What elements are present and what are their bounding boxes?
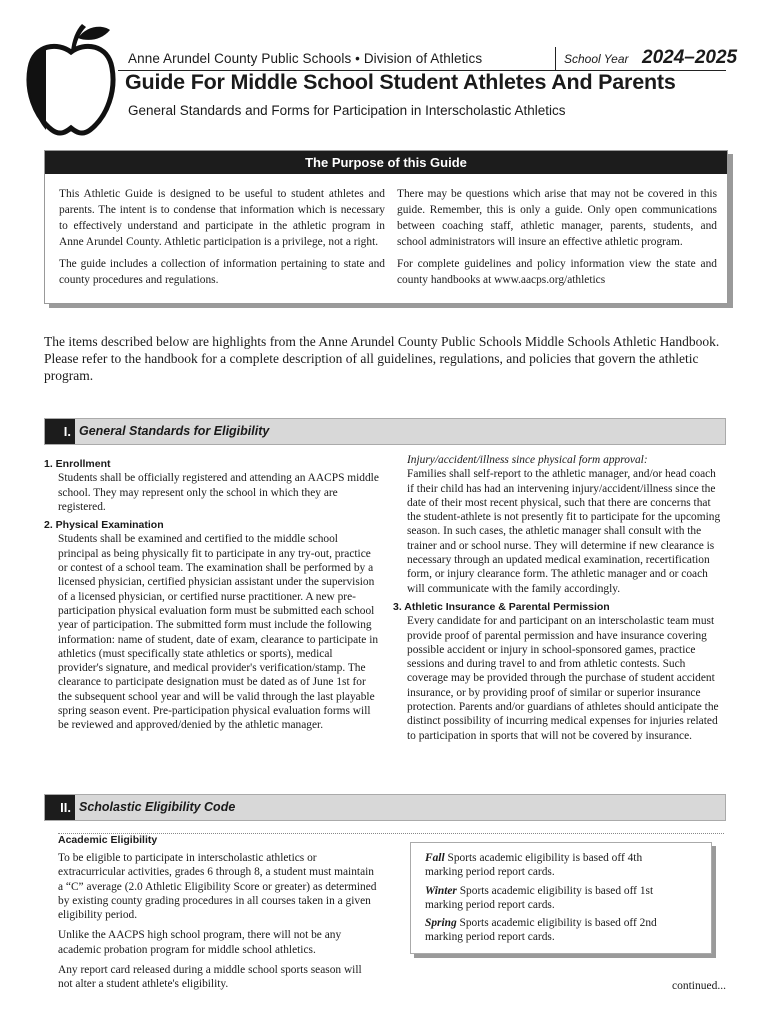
winter-eligibility xyxy=(425,884,675,913)
section-title: General Standards for Eligibility xyxy=(79,424,270,438)
injury-heading: Injury/accident/illness since physical form approval: xyxy=(407,454,648,466)
term-label: Fall xyxy=(425,852,445,864)
section-2-header xyxy=(44,794,726,821)
document-title: Guide For Middle School Student Athletes And Parents xyxy=(125,70,676,94)
term-text: Sports academic eligibility is based off 1st marking period report cards. xyxy=(425,884,654,911)
document-subtitle: General Standards and Forms for Participation in Interscholastic Athletics xyxy=(128,103,566,118)
item-body: Every candidate for and participant on an interscholastic team must provide proof of parental permission and have insurance covering possible accident or injury in school-sponsored games, practice sessions and during travel to and from athletic contests. Such coverage may be provided through the purchase of student accident insurance, or by providing proof of similar or superior insurance protection. Parents and/or guardians of athletes should anticipate the distinct possibility of incurring medical expenses for injuries related to participation in sports that will not be covered by insurance. xyxy=(407,615,719,742)
eligibility-paragraph: To be eligible to participate in interscholastic athletics or extracurricular activities, grades 6 through 8, a student must maintain a “C” average (2.0 Athletic Eligibility Score or greater) as determined by existing county grading procedures in all courses taken in a given eligibility period. xyxy=(58,852,377,922)
item-heading: 3. Athletic Insurance & Parental Permission xyxy=(393,600,610,613)
term-text: Sports academic eligibility is based off 4th marking period report cards. xyxy=(425,852,643,879)
academic-eligibility-heading: Academic Eligibility xyxy=(58,834,158,846)
continued-note: continued... xyxy=(672,980,726,992)
apple-logo-icon xyxy=(22,20,120,138)
purpose-paragraph: This Athletic Guide is designed to be useful to student athletes and parents. The intent is to condense that information which is necessary to effectively understand and participate in the athletic program in Anne Arundel County. Athletic participation is a privilege, not a right. xyxy=(59,188,385,248)
section-number: I. xyxy=(45,419,75,444)
section-title: Scholastic Eligibility Code xyxy=(79,800,236,814)
purpose-paragraph: The guide includes a collection of information pertaining to state and county procedures and regulations. xyxy=(59,258,385,286)
section-2-left-column xyxy=(58,851,378,998)
fall-eligibility xyxy=(425,851,675,880)
item-body: Students shall be officially registered and attending an AACPS middle school. They may represent only the school in which they are registered. xyxy=(58,472,379,513)
section-1-right-column xyxy=(393,453,725,747)
item-body: Families shall self-report to the athletic manager, and/or head coach if their child has had an intervening injury/accident/illness since the date of their most recent physical, such that there are concerns that the student-athlete is not presently fit to participate for the upcoming season. In such cases, the athletic manager shall consult with the trainer and or school nurse. They will determine if new clearance is necessary through an updated medical examination, recertification form, or injury clearance form. The athletic manager and or coach will communicate with the family accordingly. xyxy=(407,468,721,595)
section-1-left-column xyxy=(44,457,380,737)
section-1-header xyxy=(44,418,726,445)
divider xyxy=(58,833,724,834)
marking-period-list xyxy=(425,851,675,949)
school-year: 2024–2025 xyxy=(642,47,738,68)
eligibility-paragraph: Unlike the AACPS high school program, there will not be any academic probation program for middle school athletics. xyxy=(58,929,342,956)
term-text: Sports academic eligibility is based off 2nd marking period report cards. xyxy=(425,917,657,944)
purpose-heading: The Purpose of this Guide xyxy=(45,151,727,174)
purpose-paragraph: There may be questions which arise that may not be covered in this guide. Remember, this is only a guide. Only open communications between coaching staff, athletic manager, parents, students, and school administrators will insure an effective athletic program. xyxy=(397,188,717,248)
purpose-box xyxy=(44,150,728,304)
marking-period-box xyxy=(410,842,712,954)
term-label: Winter xyxy=(425,884,457,897)
organization-name: Anne Arundel County Public Schools • Division of Athletics xyxy=(128,51,483,66)
spring-eligibility xyxy=(425,916,675,945)
item-heading: 2. Physical Examination xyxy=(44,519,164,532)
item-heading: 1. Enrollment xyxy=(44,458,111,470)
school-year-label: School Year xyxy=(564,52,629,66)
eligibility-paragraph: Any report card released during a middle school sports season will not alter a student athlete's eligibility. xyxy=(58,964,362,991)
intro-paragraph: The items described below are highlights from the Anne Arundel County Public Schools Middle Schools Athletic Handbook. Please refer to the handbook for a complete description of all guidelines, regulations, and policies that govern the athletic program. xyxy=(44,334,720,383)
purpose-right-column xyxy=(397,186,717,294)
section-number: II. xyxy=(45,795,75,820)
purpose-left-column xyxy=(59,186,385,294)
item-body: Students shall be examined and certified to the middle school principal as being physically fit to participate in any try-out, practice or contest of a school team. The examination shall be performed by a licensed physician, certified physician assistant under the supervision of a licensed physician, or certified nurse practitioner. A new pre-participation physical evaluation form must be submitted each school year of participation. The submitted form must include the following information: name of student, date of exam, clearance to participate in athletics (must specifically state athletics or sports), medical provider's signature, and medical provider's verification/stamp. The clearance to participate designation must be dated as of June 1st for the subsequent school year and will be valid through the last playable spring season event. Pre-participation physical evaluation forms will be reviewed and approved/denied by the athletic manager. xyxy=(58,533,379,732)
term-label: Spring xyxy=(425,917,457,930)
purpose-paragraph: For complete guidelines and policy information view the state and county handbooks at www.aacps.org/athletics xyxy=(397,258,717,286)
